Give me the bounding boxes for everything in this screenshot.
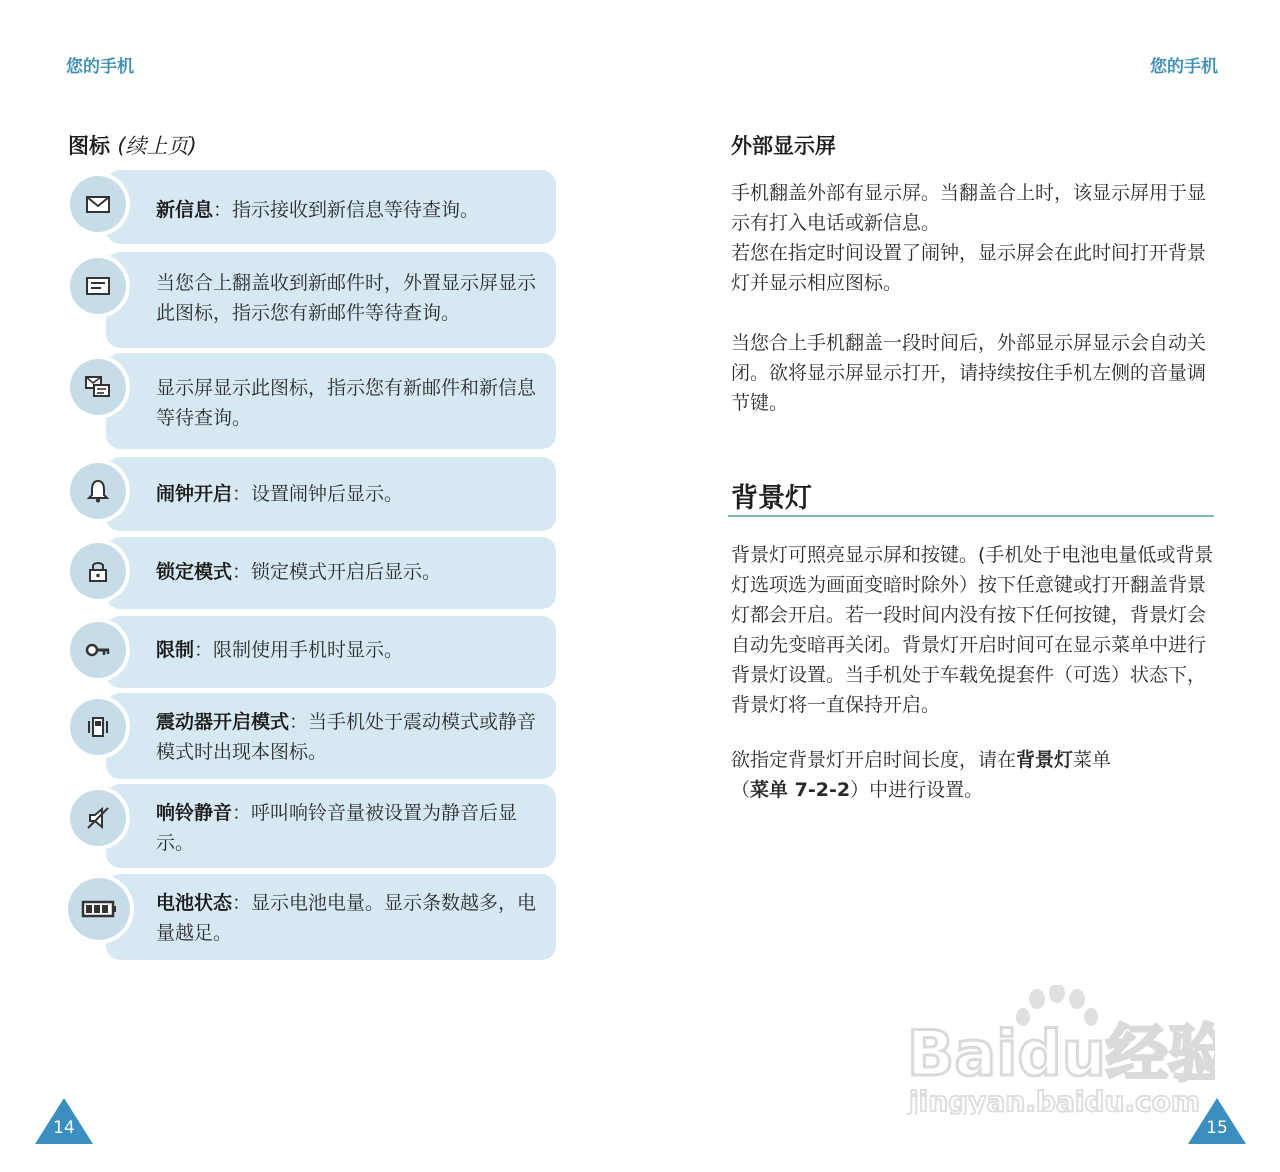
battery-icon [64, 874, 134, 944]
paragraph-backlight-2: 欲指定背景灯开启时间长度，请在背景灯菜单 （菜单 7-2-2）中进行设置。 [731, 749, 1112, 801]
section-title [68, 130, 197, 160]
paragraph-backlight-1: 背景灯可照亮显示屏和按键。(手机处于电池电量低或背景灯选项选为画面变暗时除外）按下任意键或打开翻盖背景灯都会开启。若一段时间内没有按下任何按键，背景灯会自动先变暗再关闭。背景灯开启时间可在显示菜单中进行背景灯设置。当手机处于车载免提套件（可选）状态下，背景灯将一直保持开启。 [731, 544, 1214, 716]
icon-row-ringer-mute [64, 784, 560, 868]
running-header-right: 您的手机 [1150, 57, 1218, 77]
section-title-text: 图标 [68, 134, 110, 158]
key-icon [66, 618, 130, 682]
icon-row-battery [64, 874, 560, 960]
icon-row-vibration [64, 693, 560, 779]
section-title-continued: (续上页) [117, 134, 197, 158]
icon-row-lock [64, 537, 560, 609]
icon-row-alarm [64, 457, 560, 531]
heading-divider [728, 515, 1214, 517]
alarm-bell-icon [66, 459, 130, 523]
icon-row-text: 锁定模式：锁定模式开启后显示。 [156, 561, 442, 583]
icon-row-text: 震动器开启模式：当手机处于震动模式或静音模式时出现本图标。 [156, 711, 537, 763]
icon-row-restriction [64, 616, 560, 688]
vibration-icon [66, 695, 130, 759]
icon-row-text: 限制：限制使用手机时显示。 [156, 639, 404, 661]
backlight-heading: 背景灯 [731, 483, 812, 514]
paragraph-external-display-1: 手机翻盖外部有显示屏。当翻盖合上时，该显示屏用于显示有打入电话或新信息。 [731, 182, 1207, 234]
svg-text:jingyan.baidu.com: jingyan.baidu.com [909, 1085, 1201, 1115]
icon-row-text: 显示屏显示此图标，指示您有新邮件和新信息等待查询。 [156, 377, 537, 429]
mail-and-message-icon [66, 355, 130, 419]
icon-row-text: 响铃静音：呼叫响铃音量被设置为静音后显示。 [156, 802, 518, 854]
running-header-left: 您的手机 [66, 57, 134, 77]
icon-row-text: 新信息：指示接收到新信息等待查询。 [156, 199, 480, 221]
envelope-icon [66, 172, 130, 236]
page-number-left: 14 [33, 1096, 95, 1146]
baidu-jingyan-watermark [905, 985, 1215, 1115]
icon-row-external-mail [64, 252, 560, 348]
lock-icon [66, 539, 130, 603]
icon-row-text: 电池状态：显示电池电量。显示条数越多，电量越足。 [156, 892, 537, 944]
external-mail-icon [66, 254, 130, 318]
external-display-heading: 外部显示屏 [731, 134, 836, 158]
icon-row-text: 闹钟开启：设置闹钟后显示。 [156, 483, 404, 505]
icon-row-mail-and-message [64, 353, 560, 449]
icon-row-new-message [64, 170, 560, 244]
ringer-mute-icon [66, 786, 130, 850]
icon-row-text: 当您合上翻盖收到新邮件时，外置显示屏显示此图标，指示您有新邮件等待查询。 [156, 272, 537, 324]
paragraph-external-display-2: 若您在指定时间设置了闹钟，显示屏会在此时间打开背景灯并显示相应图标。 [731, 242, 1207, 294]
svg-text:Baidu经验: Baidu经验 [907, 1017, 1215, 1090]
paragraph-external-display-3: 当您合上手机翻盖一段时间后，外部显示屏显示会自动关闭。欲将显示屏显示打开，请持续按住手机左侧的音量调节键。 [731, 332, 1207, 414]
page-number-right: 15 [1186, 1096, 1248, 1146]
